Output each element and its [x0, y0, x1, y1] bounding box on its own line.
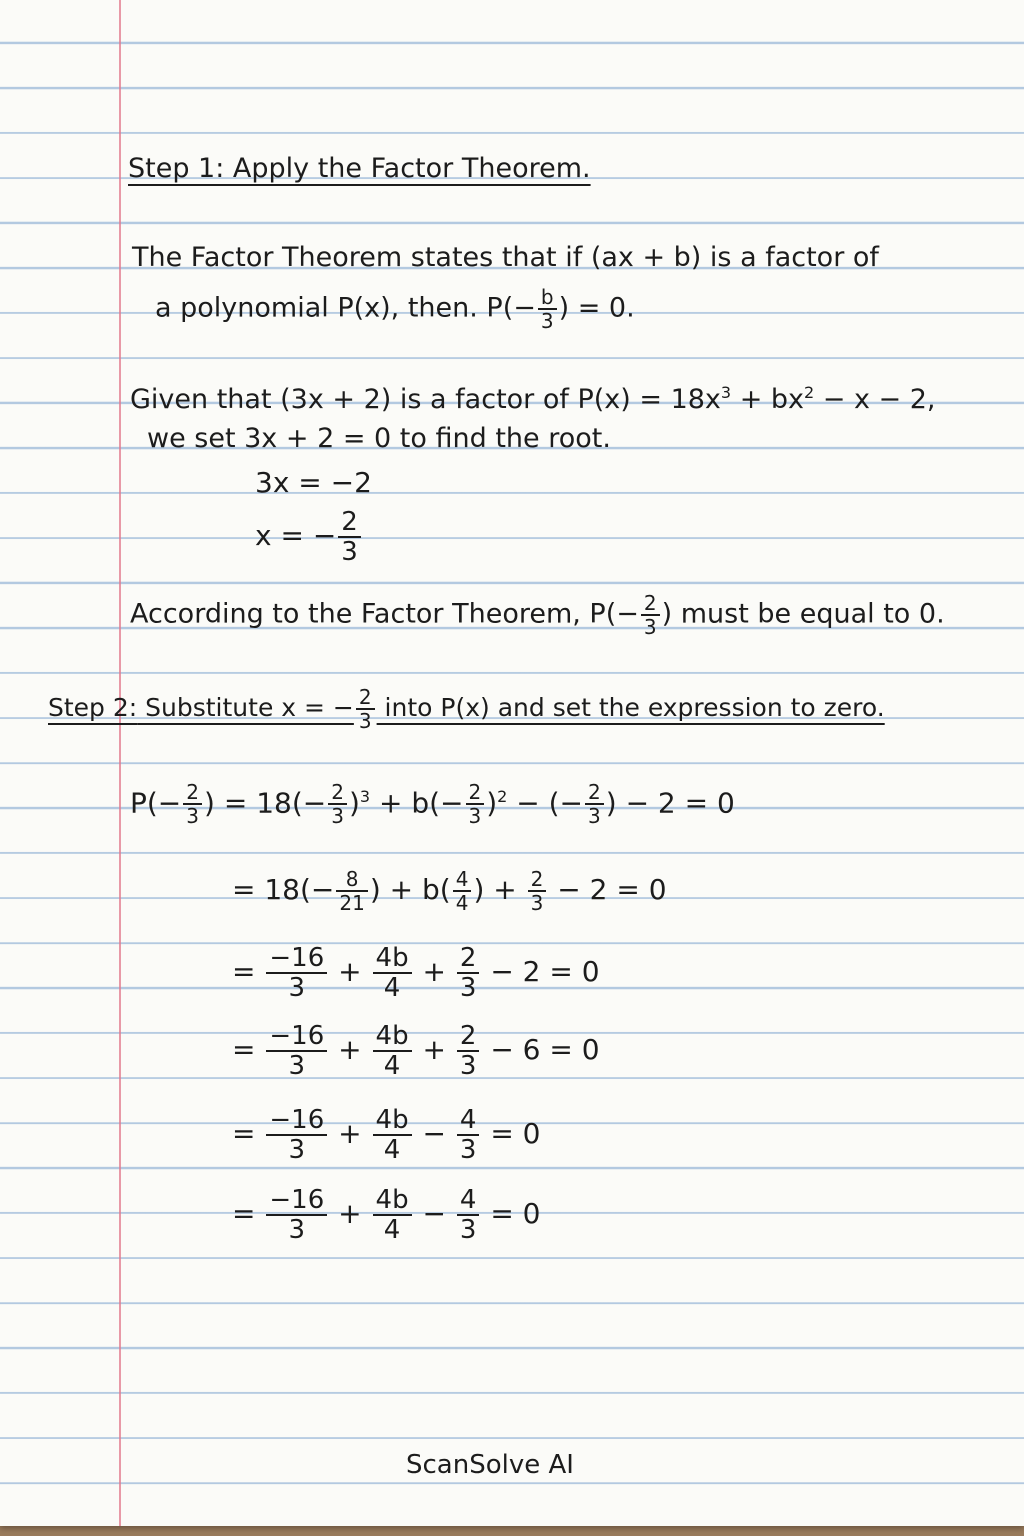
- fraction-denominator: 3: [358, 709, 372, 733]
- eq-text: +: [338, 1117, 362, 1150]
- fraction: [453, 868, 472, 914]
- fraction-numerator: −16: [266, 1022, 327, 1052]
- fraction-denominator: 3: [643, 615, 657, 639]
- fraction: [266, 1022, 327, 1080]
- fraction-denominator: 3: [186, 804, 200, 829]
- fraction-numerator: 4b: [373, 1022, 412, 1052]
- fraction: [466, 781, 485, 827]
- eq-text: =: [232, 955, 256, 988]
- eq-text: − 2 = 0: [490, 955, 600, 988]
- fraction-numerator: 2: [585, 781, 604, 805]
- eq-text: +: [338, 955, 362, 988]
- fraction-denominator: 3: [530, 891, 544, 915]
- fraction-numerator: 2: [356, 686, 375, 710]
- eq-text: + b(−: [370, 786, 464, 820]
- conclusion-line: [130, 592, 945, 638]
- given-text-a: Given that (3x + 2) is a factor of P(x) = 18x: [130, 384, 721, 415]
- step2-text-a: Substitute x = −: [137, 693, 354, 722]
- fraction: [373, 1106, 412, 1164]
- eq-text: +: [422, 955, 446, 988]
- fraction: [457, 944, 480, 1002]
- equation-line-5: [232, 1186, 541, 1244]
- exponent: 2: [804, 383, 815, 402]
- equation-line-2: [232, 944, 600, 1002]
- fraction-numerator: 2: [457, 944, 480, 974]
- fraction-denominator: 3: [288, 1051, 306, 1081]
- exponent: 3: [720, 383, 732, 402]
- fraction-denominator: 3: [459, 1051, 477, 1081]
- fraction: [266, 944, 327, 1002]
- eq-text: = 0: [490, 1117, 541, 1150]
- conclusion-text-a: According to the Factor Theorem, P(−: [130, 598, 639, 630]
- eq-text: P(−: [130, 786, 182, 820]
- fraction-numerator: −16: [266, 1186, 327, 1216]
- fraction-numerator: 4: [453, 868, 472, 892]
- fraction-denominator: 3: [341, 537, 358, 567]
- fraction-denominator: 4: [383, 1051, 401, 1081]
- exponent: 2: [497, 787, 508, 806]
- fraction: [528, 868, 547, 914]
- eq-text: =: [232, 1117, 256, 1150]
- eq-text: = 18(−: [232, 873, 335, 906]
- fraction-numerator: 2: [466, 781, 485, 805]
- solve-step-1: 3x = −2: [255, 466, 372, 499]
- fraction-numerator: 2: [338, 508, 361, 538]
- fraction-denominator: 3: [588, 804, 601, 829]
- fraction-numerator: −16: [266, 944, 327, 974]
- margin-line: [119, 0, 121, 1526]
- given-line-2: we set 3x + 2 = 0 to find the root.: [147, 423, 611, 454]
- fraction-denominator: 3: [288, 1215, 306, 1245]
- fraction: [338, 508, 361, 566]
- solve-step-2: [255, 508, 363, 566]
- eq-text: ) + b(: [369, 873, 451, 906]
- eq-text: ) − 2 = 0: [605, 786, 735, 820]
- eq-text: =: [232, 1033, 256, 1066]
- fraction-denominator: 4: [383, 1135, 401, 1165]
- fraction: [373, 1022, 412, 1080]
- fraction-numerator: 2: [528, 868, 547, 892]
- eq-text: − (−: [507, 786, 584, 820]
- fraction-denominator: 4: [455, 891, 469, 915]
- eq-text: ): [348, 786, 360, 820]
- eq-text: +: [422, 1033, 446, 1066]
- fraction: [457, 1106, 480, 1164]
- fraction-numerator: 2: [457, 1022, 480, 1052]
- fraction-denominator: 3: [459, 1135, 477, 1165]
- fraction-denominator: 4: [383, 1215, 401, 1245]
- eq-text: −: [422, 1117, 446, 1150]
- equation-line-1: [232, 868, 667, 914]
- fraction: [328, 781, 347, 827]
- fraction-numerator: 2: [641, 592, 660, 616]
- eq-text: = 0: [490, 1197, 541, 1230]
- fraction-denominator: 4: [383, 973, 401, 1003]
- fraction: [457, 1186, 480, 1244]
- fraction-denominator: 21: [339, 891, 365, 915]
- fraction: [183, 781, 202, 827]
- fraction-denominator: 3: [468, 804, 482, 829]
- fraction: [373, 1186, 412, 1244]
- equation-line-4: [232, 1106, 541, 1164]
- fraction-numerator: 8: [336, 868, 367, 892]
- conclusion-text-b: ) must be equal to 0.: [661, 598, 945, 630]
- equation-line-3: [232, 1022, 600, 1080]
- equation-line-0: [130, 780, 735, 827]
- fraction-numerator: 2: [183, 781, 202, 805]
- fraction-numerator: 2: [328, 781, 347, 805]
- given-line-1: [130, 376, 936, 417]
- fraction-numerator: −16: [266, 1106, 327, 1136]
- fraction: [336, 868, 367, 914]
- theorem-line-2: [155, 286, 635, 332]
- fraction: [356, 686, 375, 732]
- fraction-numerator: 4b: [373, 944, 412, 974]
- eq-text: +: [338, 1033, 362, 1066]
- step2-text-b: into P(x) and set the expression to zero.: [376, 693, 885, 722]
- fraction-denominator: 3: [540, 309, 554, 333]
- eq-text: +: [338, 1197, 362, 1230]
- eq-text: ): [486, 786, 498, 820]
- eq-text: − 6 = 0: [490, 1033, 600, 1066]
- step1-heading: Step 1: Apply the Factor Theorem.: [128, 153, 591, 184]
- eq-text: =: [232, 1197, 256, 1230]
- theorem-line-1: The Factor Theorem states that if (ax + b) is a factor of: [132, 242, 879, 273]
- step2-heading: [48, 686, 885, 732]
- fraction: [538, 286, 557, 332]
- fraction: [585, 781, 604, 827]
- fraction-numerator: 4: [457, 1186, 480, 1216]
- fraction-denominator: 3: [459, 973, 477, 1003]
- exponent: 3: [359, 787, 371, 806]
- fraction: [373, 944, 412, 1002]
- given-text-b: + bx: [731, 384, 805, 415]
- fraction-denominator: 3: [331, 804, 344, 829]
- solve-text: x = −: [255, 519, 337, 552]
- eq-text: − 2 = 0: [548, 873, 667, 906]
- step2-label: Step 2:: [48, 693, 138, 722]
- fraction-numerator: 4: [457, 1106, 480, 1136]
- fraction-denominator: 3: [459, 1215, 477, 1245]
- eq-text: ) +: [473, 873, 526, 906]
- fraction-numerator: b: [538, 286, 557, 310]
- theorem-text-a: a polynomial P(x), then. P(−: [155, 292, 536, 324]
- fraction: [266, 1186, 327, 1244]
- fraction-numerator: 4b: [373, 1106, 412, 1136]
- given-text-c: − x − 2,: [814, 384, 936, 415]
- fraction-denominator: 3: [288, 973, 306, 1003]
- fraction: [457, 1022, 480, 1080]
- fraction: [266, 1106, 327, 1164]
- footer-brand: ScanSolve AI: [406, 1450, 574, 1480]
- fraction-numerator: 4b: [373, 1186, 412, 1216]
- eq-text: ) = 18(−: [204, 786, 327, 820]
- theorem-text-b: ) = 0.: [558, 292, 635, 324]
- fraction-denominator: 3: [288, 1135, 306, 1165]
- fraction: [641, 592, 660, 638]
- eq-text: −: [422, 1197, 446, 1230]
